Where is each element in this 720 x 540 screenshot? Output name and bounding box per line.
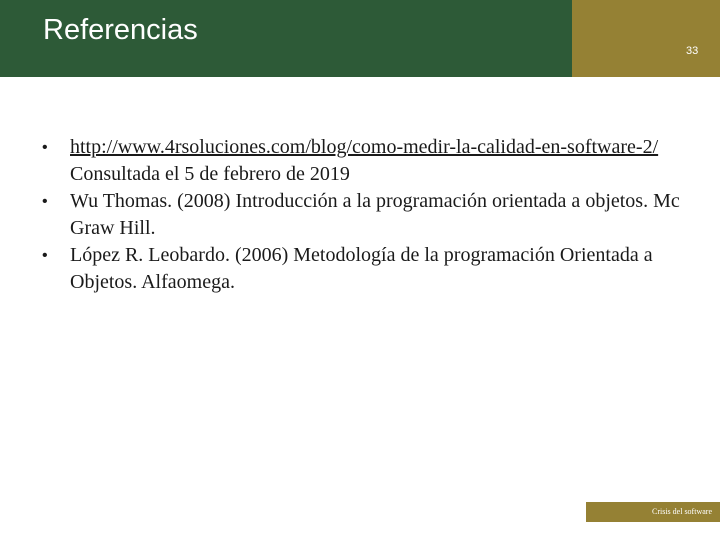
bullet-icon: • [42, 139, 48, 156]
reference-item [40, 242, 680, 296]
reference-item [40, 188, 680, 242]
reference-link[interactable]: http://www.4rsoluciones.com/blog/como-medir-la-calidad-en-software-2/ [70, 136, 659, 158]
slide-title: Referencias [43, 14, 198, 46]
bullet-icon: • [42, 247, 48, 264]
reference-text: López R. Leobardo. (2006) Metodología de la programación Orientada a Objetos. Alfaomega. [70, 244, 653, 293]
reference-text: Consultada el 5 de febrero de 2019 [70, 163, 350, 185]
accent-block [572, 0, 720, 77]
header-bar [0, 0, 572, 77]
reference-item [40, 134, 680, 188]
bullet-icon: • [42, 193, 48, 210]
reference-list [40, 134, 680, 296]
footer-badge [586, 502, 720, 522]
reference-text: Wu Thomas. (2008) Introducción a la programación orientada a objetos. Mc Graw Hill. [70, 190, 680, 239]
slide-number: 33 [686, 45, 699, 57]
footer-label: Crisis del software [652, 507, 712, 516]
